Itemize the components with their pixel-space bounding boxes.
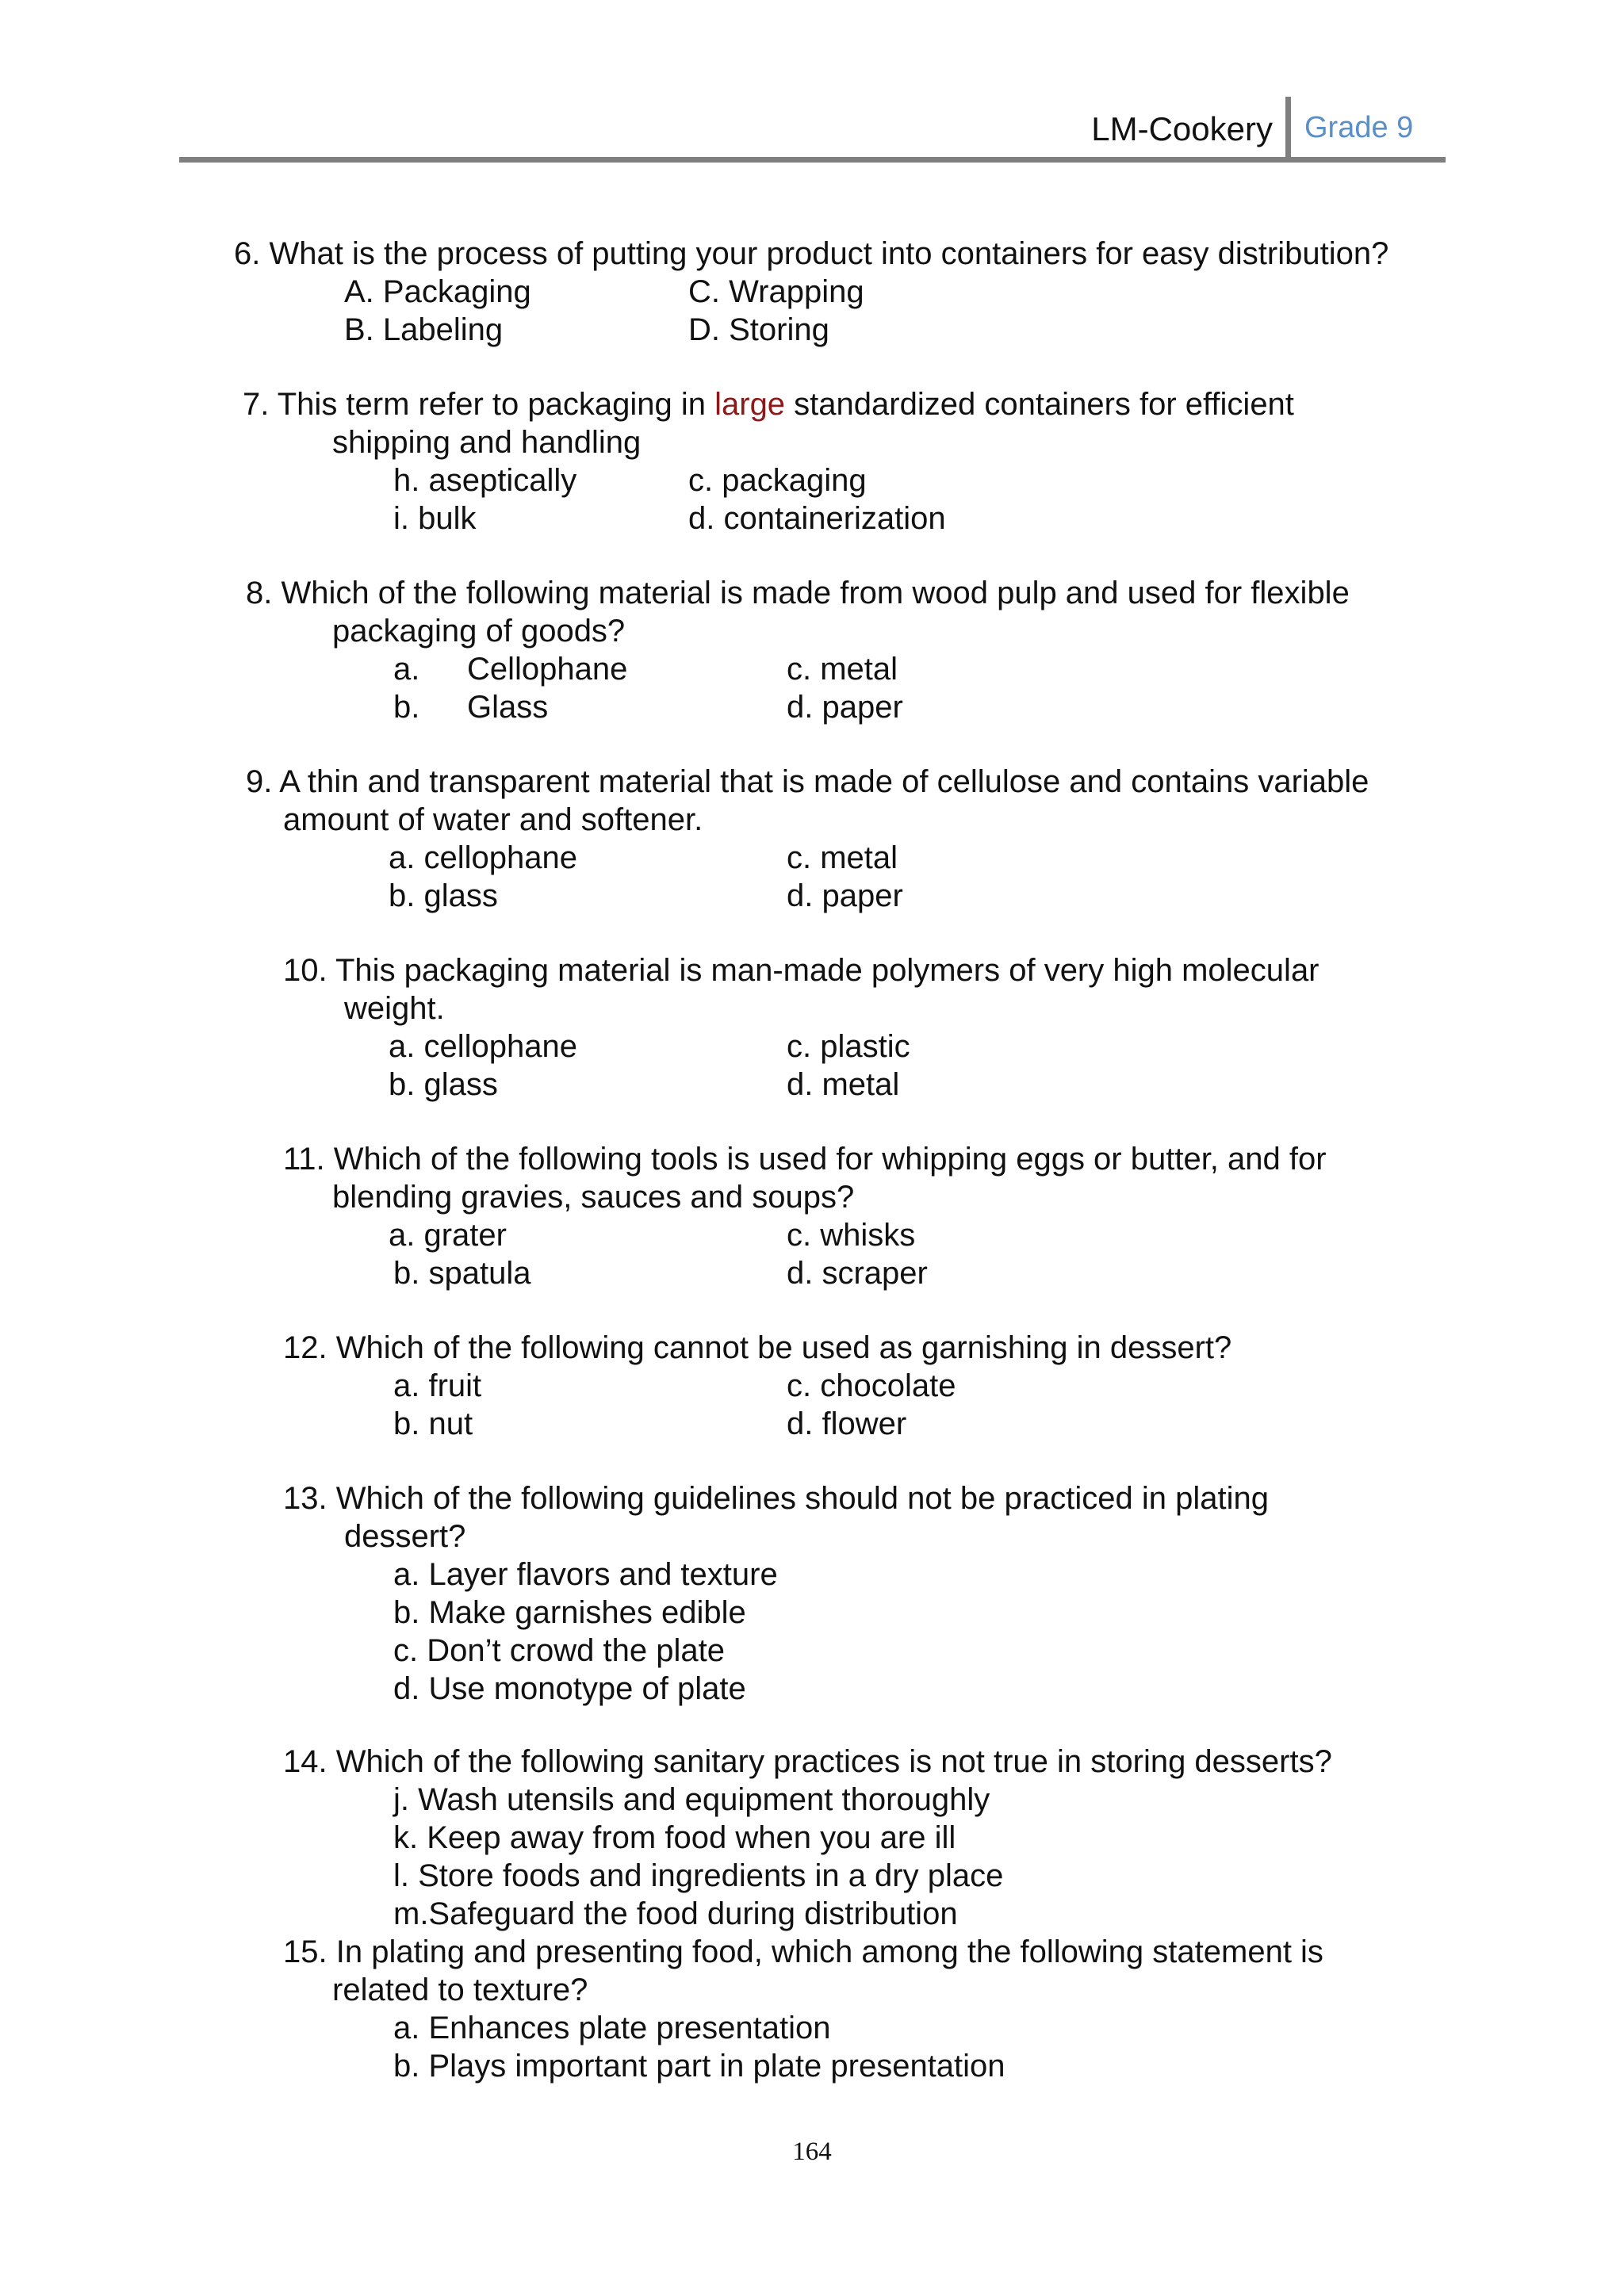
option-j: j. Wash utensils and equipment thoroughly (393, 1782, 990, 1817)
option-c: c. packaging (688, 463, 867, 498)
question-stem-continued: related to texture? (332, 1973, 588, 2007)
option-a: a. cellophane (389, 1029, 577, 1064)
option-c: c. whisks (787, 1218, 916, 1253)
option-b: b. spatula (393, 1256, 531, 1291)
option-b: b. glass (389, 878, 498, 913)
question-stem (243, 385, 1294, 423)
option-a: a. Enhances plate presentation (393, 2011, 831, 2045)
option-a: a. grater (389, 1218, 507, 1253)
option-b-mark: b. (393, 690, 420, 725)
option-b: b. glass (389, 1067, 498, 1102)
header-rule (179, 157, 1446, 163)
header-subject: LM-Cookery (1091, 110, 1273, 147)
option-d: d. paper (787, 878, 903, 913)
option-d: D. Storing (688, 312, 829, 347)
option-b: Glass (467, 690, 549, 725)
page-header (179, 95, 1446, 162)
stem-text: standardized containers for efficient (785, 387, 1294, 422)
option-b: b. nut (393, 1406, 473, 1441)
question-stem: 12. Which of the following cannot be used as garnishing in dessert? (283, 1330, 1232, 1365)
option-d: d. containerization (688, 501, 946, 536)
page-number: 164 (792, 2137, 832, 2166)
header-divider (1285, 97, 1291, 159)
question-stem: 6. What is the process of putting your product into containers for easy distribution? (234, 236, 1389, 271)
question-stem-continued: dessert? (344, 1519, 466, 1554)
question-stem-continued: weight. (344, 991, 445, 1026)
question-stem-continued: packaging of goods? (332, 614, 626, 649)
option-l: l. Store foods and ingredients in a dry place (393, 1858, 1004, 1893)
stem-text: 7. This term refer to packaging in (243, 387, 715, 422)
highlighted-word: large (714, 387, 786, 422)
option-m: m.Safeguard the food during distribution (393, 1896, 958, 1931)
option-k: k. Keep away from food when you are ill (393, 1820, 956, 1855)
option-c: c. metal (787, 652, 898, 687)
option-c: c. metal (787, 840, 898, 875)
option-c: c. plastic (787, 1029, 910, 1064)
option-a: A. Packaging (344, 274, 531, 309)
option-d: d. flower (787, 1406, 907, 1441)
question-stem: 8. Which of the following material is made from wood pulp and used for flexible (246, 576, 1350, 610)
option-c: C. Wrapping (688, 274, 864, 309)
option-a: a. cellophane (389, 840, 577, 875)
option-a: a. Layer flavors and texture (393, 1557, 778, 1592)
question-stem: 11. Which of the following tools is used for whipping eggs or butter, and for (283, 1142, 1327, 1177)
option-b: i. bulk (393, 501, 477, 536)
option-d: d. metal (787, 1067, 900, 1102)
option-b: b. Plays important part in plate presentation (393, 2049, 1005, 2084)
question-stem: 13. Which of the following guidelines should not be practiced in plating (283, 1481, 1270, 1516)
question-stem-continued: shipping and handling (332, 425, 642, 460)
question-stem-continued: blending gravies, sauces and soups? (332, 1180, 855, 1215)
option-c: c. chocolate (787, 1368, 956, 1403)
question-stem: 14. Which of the following sanitary practices is not true in storing desserts? (283, 1744, 1332, 1779)
option-d: d. paper (787, 690, 903, 725)
header-grade: Grade 9 (1304, 111, 1414, 144)
option-a: h. aseptically (393, 463, 577, 498)
option-d: d. scraper (787, 1256, 928, 1291)
option-d: d. Use monotype of plate (393, 1671, 746, 1706)
option-b: b. Make garnishes edible (393, 1595, 746, 1630)
option-a: Cellophane (467, 652, 628, 687)
question-stem: 10. This packaging material is man-made polymers of very high molecular (283, 953, 1320, 988)
option-a-mark: a. (393, 652, 420, 687)
question-stem-continued: amount of water and softener. (283, 802, 703, 837)
option-b: B. Labeling (344, 312, 504, 347)
question-stem: 9. A thin and transparent material that is made of cellulose and contains variable (246, 764, 1369, 799)
question-stem: 15. In plating and presenting food, which among the following statement is (283, 1934, 1323, 1969)
option-c: c. Don’t crowd the plate (393, 1633, 725, 1668)
option-a: a. fruit (393, 1368, 482, 1403)
